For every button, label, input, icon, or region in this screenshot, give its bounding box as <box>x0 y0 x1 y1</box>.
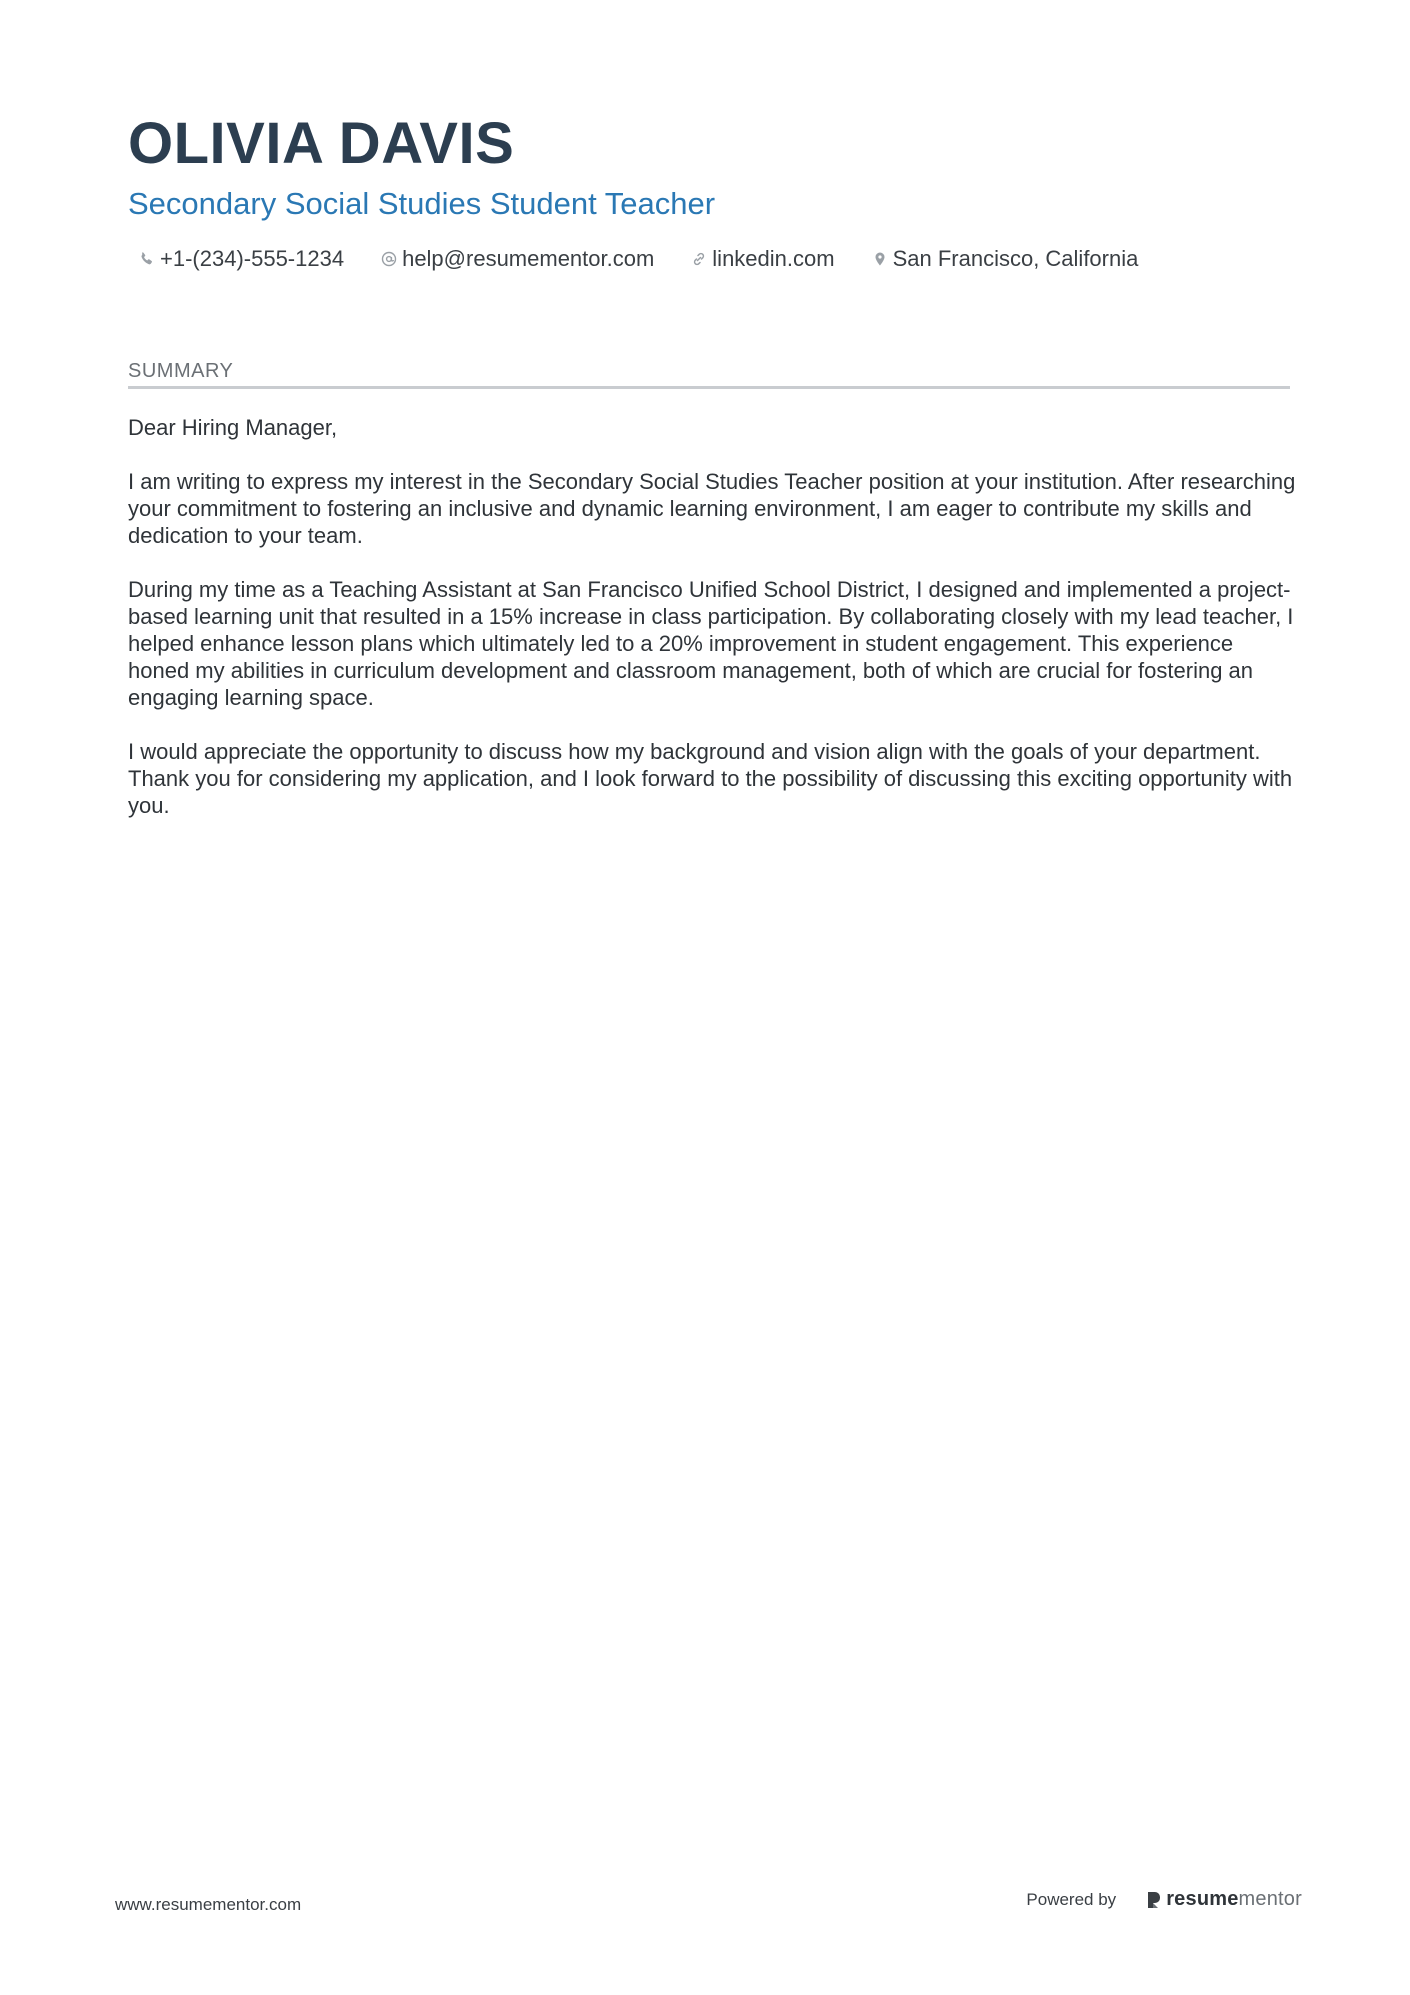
contact-email <box>370 244 654 274</box>
location-pin-icon <box>871 250 889 268</box>
letter-paragraph: I would appreciate the opportunity to discuss how my background and vision align with the goals of your department. Thank you for considering my application, and I look forward to the possibility of discussing this exciting opportunity with you. <box>128 739 1293 818</box>
cover-letter-body <box>128 414 1298 846</box>
phone-icon <box>138 250 156 268</box>
brand-name-strong: resume <box>1166 1888 1239 1910</box>
section-divider <box>128 386 1290 389</box>
letter-paragraph: During my time as a Teaching Assistant at San Francisco Unified School District, I designed and implemented a project-based learning unit that resulted in a 15% increase in class participation. By collaborating closely with my lead teacher, I helped enhance lesson plans which ultimately led to a 20% improvement in student engagement. This experience honed my abilities in curriculum development and classroom management, both of which are crucial for fostering an engaging learning space. <box>128 577 1294 710</box>
contact-linkedin <box>680 244 834 274</box>
powered-by-label: Powered by <box>1026 1889 1117 1909</box>
at-icon <box>380 250 398 268</box>
candidate-name: OLIVIA DAVIS <box>128 111 515 176</box>
brand-logo-icon <box>1146 1890 1162 1910</box>
letter-greeting: Dear Hiring Manager, <box>128 415 338 440</box>
contact-row <box>128 244 1288 274</box>
footer-branding <box>1026 1888 1302 1911</box>
contact-phone <box>128 244 344 274</box>
email-address[interactable]: help@resumementor.com <box>402 246 655 271</box>
location-text: San Francisco, California <box>892 246 1139 271</box>
link-icon <box>690 250 708 268</box>
linkedin-link[interactable]: linkedin.com <box>712 246 835 271</box>
footer-website[interactable]: www.resumementor.com <box>115 1895 302 1914</box>
contact-location <box>861 244 1139 274</box>
brand-name-light: mentor <box>1238 1888 1302 1910</box>
brand-logo[interactable] <box>1146 1888 1302 1911</box>
candidate-title: Secondary Social Studies Student Teacher <box>128 186 716 221</box>
resume-header <box>128 108 1288 274</box>
letter-paragraph: I am writing to express my interest in the Secondary Social Studies Teacher position at your institution. After researching your commitment to fostering an inclusive and dynamic learning environment, I am eager to contribute my skills and dedication to your team. <box>128 469 1296 548</box>
summary-heading: SUMMARY <box>128 360 234 382</box>
phone-number[interactable]: +1-(234)-555-1234 <box>160 246 345 271</box>
